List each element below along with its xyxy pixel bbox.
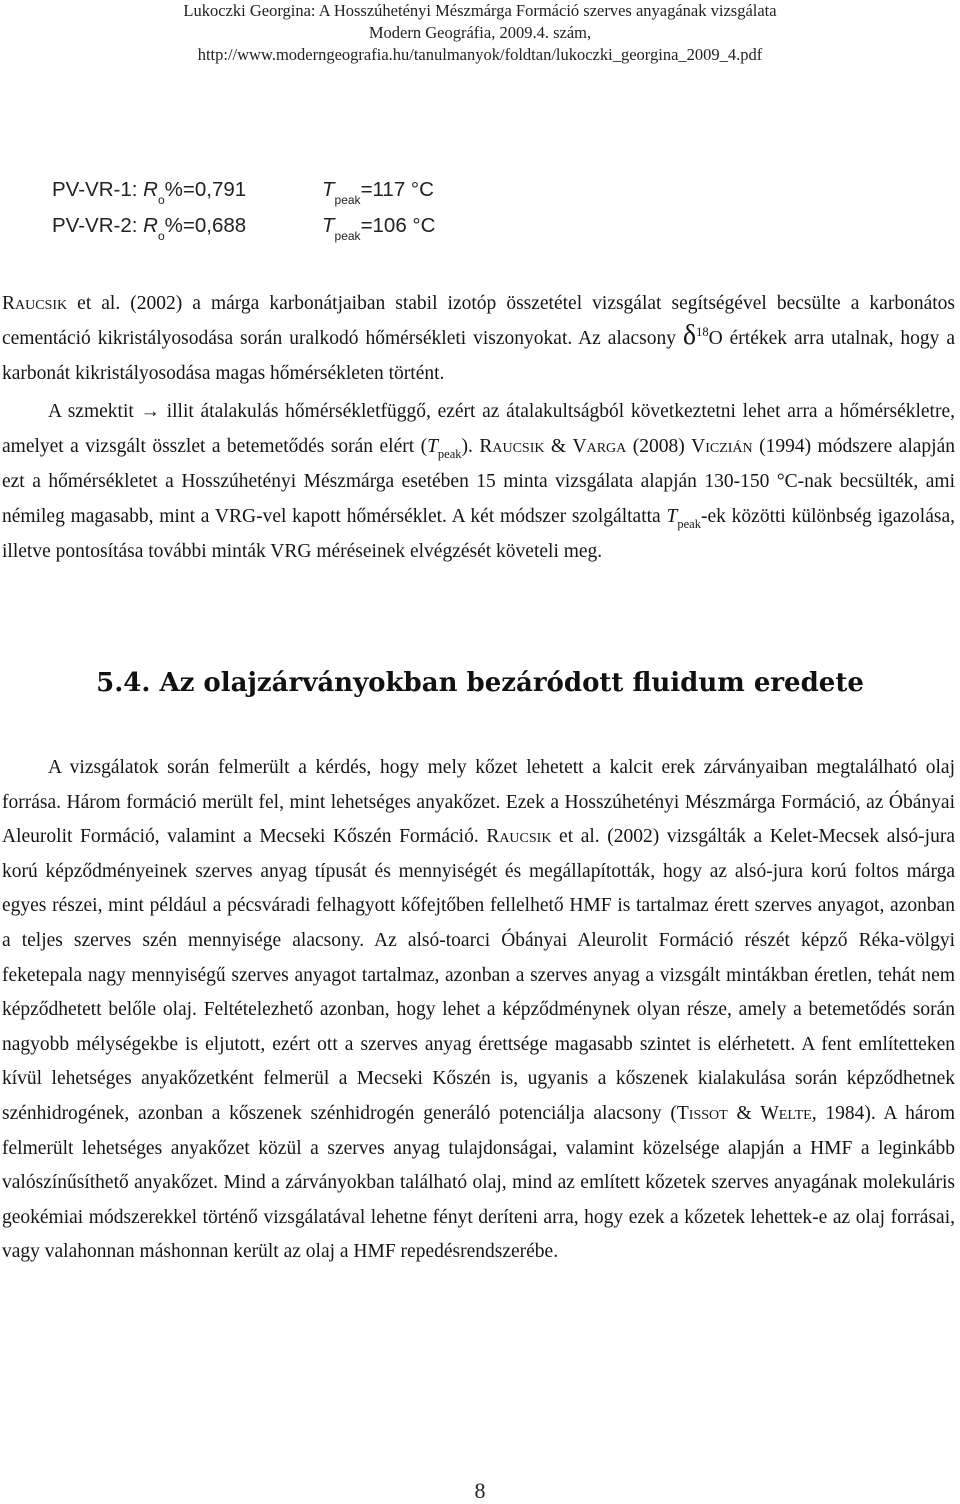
running-header-title: Lukoczki Georgina: A Hosszúhetényi Mészmárga Formáció szerves anyagának vizsgálata	[183, 1, 777, 20]
paragraph-smectite-illite	[2, 395, 955, 570]
tpeak-cell	[322, 214, 436, 243]
author-name: Raucsik	[479, 435, 545, 457]
tpeak-cell	[322, 178, 434, 207]
author-name: Tissot	[676, 1102, 728, 1124]
t-symbol: T	[427, 435, 438, 457]
text-run: O értékek arra utalnak, hogy a karbonát kikristályosodása magas hőmérsékleten történt.	[2, 327, 955, 385]
ro-subscript: o	[157, 193, 165, 207]
ro-value: %=0,791	[164, 178, 247, 201]
ro-value: %=0,688	[164, 214, 247, 237]
tpeak-value: =117 °C	[360, 178, 434, 201]
text-run: , 1984). A három felmerült lehetséges anyakőzet közül a szerves anyag tulajdonságai, valamint közelsége alapján a HMF a leginkább valószínűsíthető anyakőzet. Mind a zárványokban található olaj, mind az említett kőzetek szerves anyagának molekuláris geokémiai módszerekkel történő vizsgálatával lehetne fényt deríteni arra, hogy ezek a kőzetek lehettek-e az olaj forrásai, vagy valahonnan máshonnan került az olaj a HMF repedésrendszerébe.	[2, 1102, 955, 1263]
ro-symbol: R	[143, 178, 158, 201]
sample-id: PV-VR-2:	[52, 214, 138, 237]
ro-subscript: o	[157, 229, 165, 243]
t-symbol: T	[322, 178, 335, 201]
ro-symbol: R	[143, 214, 158, 237]
paragraph-oil-source	[2, 751, 955, 1270]
arrow-icon: →	[140, 401, 160, 422]
running-header-url: http://www.moderngeografia.hu/tanulmanyok/foldtan/lukoczki_georgina_2009_4.pdf	[197, 45, 763, 64]
text-run: (1994) módszere alapján ezt a hőmérsékletet a Hosszúhetényi Mészmárga esetében 15 minta vizsgálata alapján 130-150 °C-nak becsülték, ami némileg magasabb, mint a VRG-vel kapott hőmérséklet. A két módszer szolgáltatta	[2, 435, 955, 527]
text-run: et al. (2002) a márga karbonátjaiban stabil izotóp összetétel vizsgálat segítségével becsülte a karbonátos cementáció kikristályosodása során uralkodó hőmérsékleti viszonyokat. Az alacsony	[2, 293, 955, 349]
text-run: (2008)	[626, 435, 692, 457]
author-name: Welte	[760, 1102, 812, 1124]
sample-id: PV-VR-1:	[52, 178, 138, 201]
t-subscript: peak	[437, 446, 462, 461]
t-symbol: T	[322, 214, 335, 237]
author-name: Raucsik	[486, 826, 552, 848]
text-run: &	[544, 435, 573, 457]
text-run: illit átalakulás hőmérsékletfüggő, ezért az átalakultságból következtetni lehet arra a hőmérsékletre, amelyet a vizsgált összlet a betemetődés során elért (	[2, 401, 955, 457]
t-subscript: peak	[677, 516, 701, 531]
author-name: Viczián	[691, 435, 753, 457]
page-number: 8	[474, 1478, 486, 1503]
author-name: Raucsik	[2, 293, 68, 314]
t-subscript: peak	[334, 193, 361, 207]
text-run: A vizsgálatok során felmerült a kérdés, hogy mely kőzet lehetett a kalcit erek zárványaiban megtalálható olaj forrása. Három formáció merült fel, mint lehetséges anyakőzet. Ezek a Hosszúhetényi Mészmárga Formáció, az Óbányai Aleurolit Formáció, valamint a Mecseki Kőszén Formáció.	[2, 757, 955, 848]
section-heading: 5.4. Az olajzárványokban bezáródott fluidum eredete	[96, 668, 864, 698]
running-header-journal: Modern Geográfia, 2009.4. szám,	[368, 23, 592, 42]
paragraph-isotope	[2, 287, 955, 392]
measurement-row	[52, 214, 436, 243]
text-run: &	[727, 1102, 761, 1124]
delta-symbol: δ	[682, 319, 697, 351]
text-run: ).	[461, 435, 480, 457]
author-name: Varga	[572, 435, 627, 457]
t-subscript: peak	[334, 229, 361, 243]
text-run: et al. (2002) vizsgálták a Kelet-Mecsek alsó-jura korú képződményeinek szerves anyag típusát és mennyiségét és megállapították, hogy az alsó-jura korú foltos márga egyes részei, mint például a pécsváradi felhagyott kőfejtőben fellelhető HMF is tartalmaz érett szerves anyagot, azonban a teljes szerves szén mennyisége alacsony. Az alsó-toarci Óbányai Aleurolit Formáció részét képző Réka-völgyi feketepala nagy mennyiségű szerves anyagot tartalmaz, azonban a szerves anyag a vizsgált mintákban éretlen, tehát nem képződhetett belőle olaj. Feltételezhető azonban, hogy lehet a képződménynek olyan része, amely a betemetődés során nagyobb mélységekbe is eljutott, ezért ott a szerves anyag érettsége magasabb szintet is elérhetett. A fent említetteken kívül lehetséges anyakőzetként felmerül a Mecseki Kőszén is, ugyanis a kőszenek kialakulása során képződhetnek szénhidrogének, azonban a kőszenek szénhidrogén generáló potenciálja alacsony (	[2, 826, 955, 1124]
text-run: A szmektit	[48, 401, 141, 422]
t-symbol: T	[666, 505, 678, 527]
isotope-superscript: 18	[696, 324, 709, 339]
tpeak-value: =106 °C	[360, 214, 436, 237]
text-run: -ek közötti különbség igazolása, illetve pontosítása további minták VRG méréseinek elvégzését követeli meg.	[2, 505, 955, 563]
measurement-row	[52, 178, 434, 207]
